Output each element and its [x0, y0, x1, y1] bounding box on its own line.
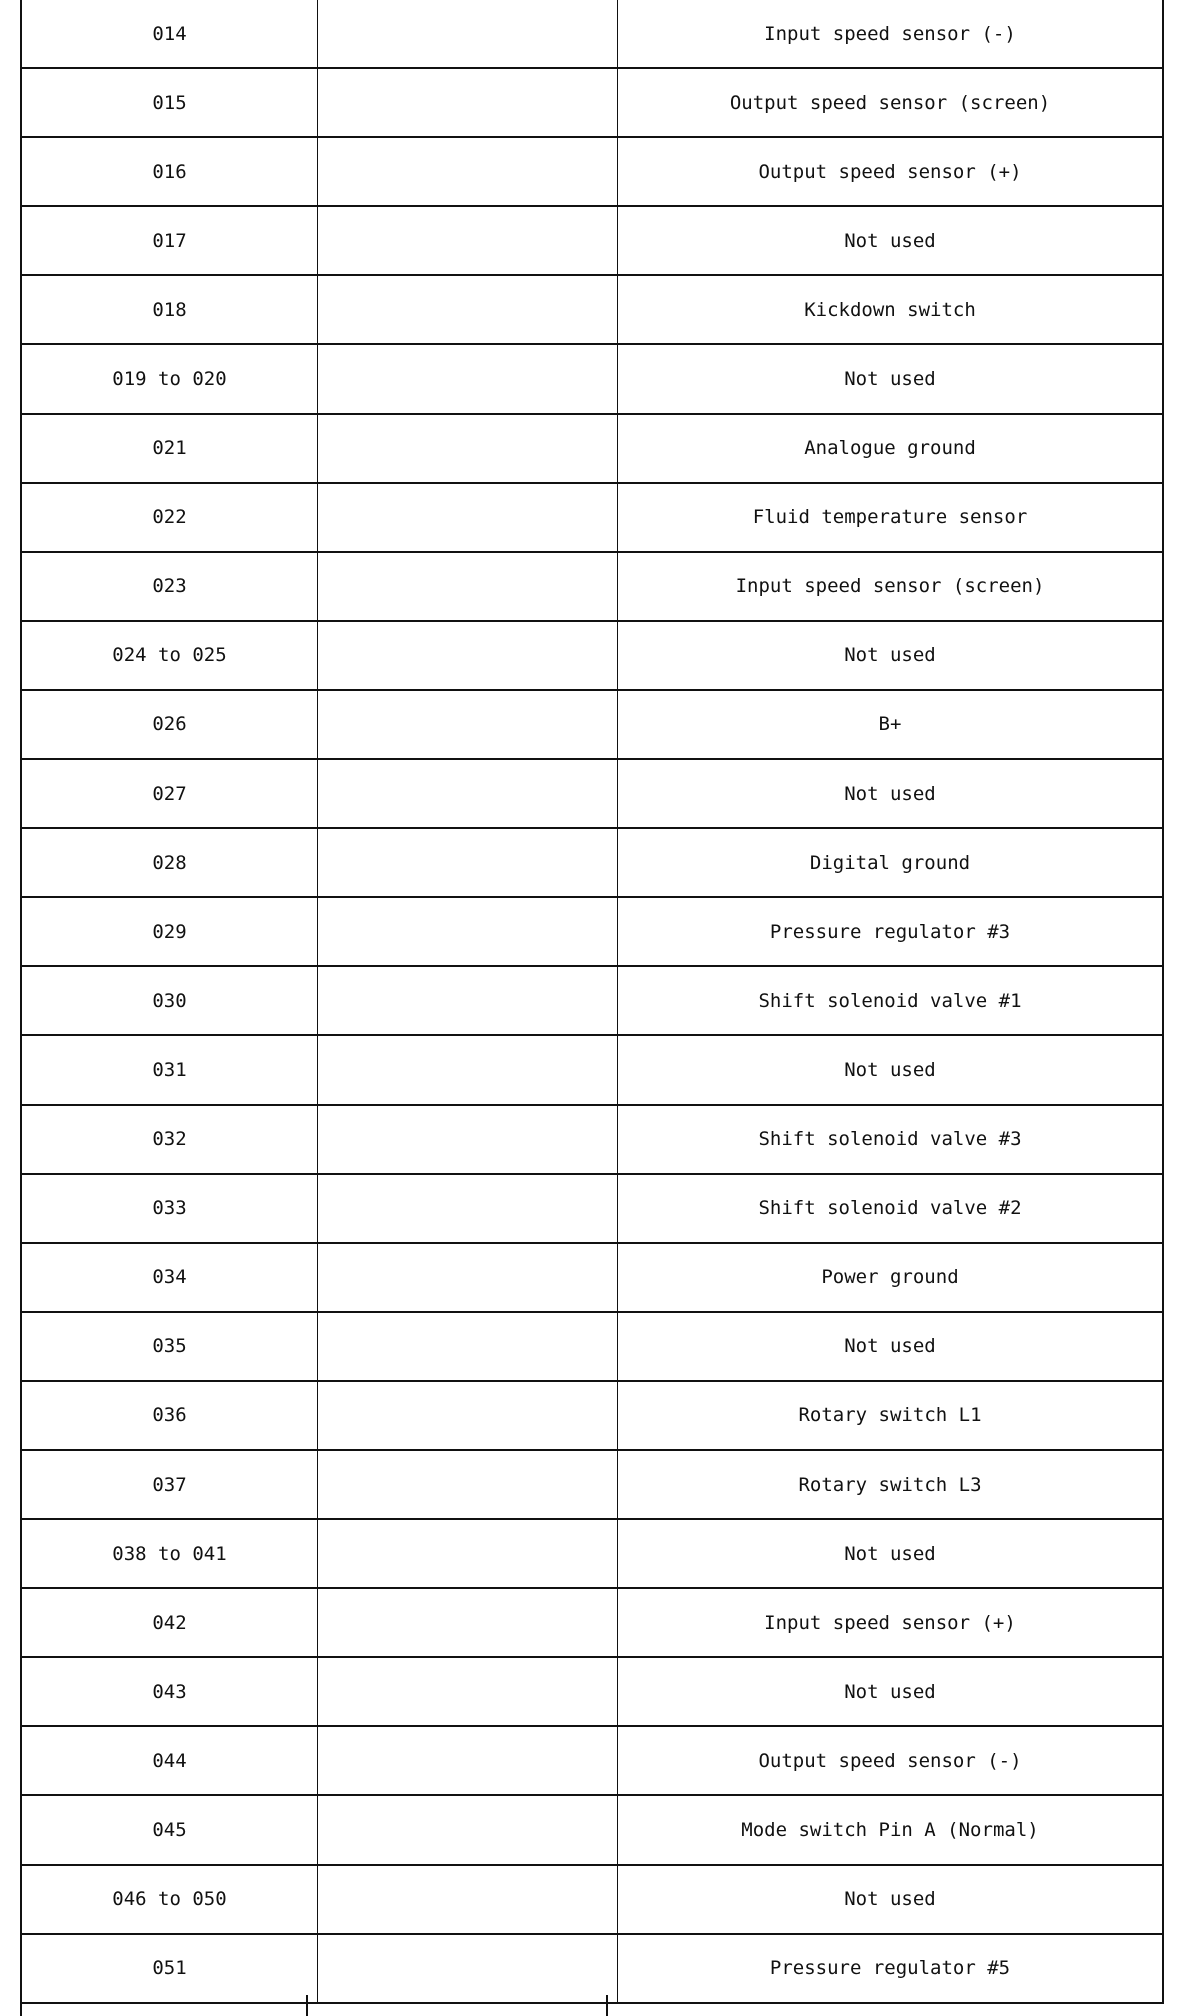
empty-cell	[318, 1796, 618, 1863]
pin-description: Pressure regulator #3	[769, 920, 1011, 943]
table-row	[22, 484, 1162, 553]
pin-number: 026	[22, 691, 318, 758]
pin-description: Power ground	[821, 1266, 959, 1289]
pin-number: 027	[22, 760, 318, 827]
table-row	[22, 829, 1162, 898]
pin-description: Shift solenoid valve #2	[758, 1197, 1022, 1220]
table-row	[22, 1520, 1162, 1589]
table-row	[22, 1589, 1162, 1658]
pin-description: Kickdown switch	[804, 298, 976, 321]
table-row	[22, 1036, 1162, 1105]
pin-number: 030	[22, 967, 318, 1034]
table-row	[22, 691, 1162, 760]
table-row	[22, 415, 1162, 484]
pin-description: Mode switch Pin A (Normal)	[741, 1818, 1039, 1841]
pin-description: Analogue ground	[804, 437, 976, 460]
pin-number: 029	[22, 898, 318, 965]
pin-number: 045	[22, 1796, 318, 1863]
pin-number: 019 to 020	[22, 345, 318, 412]
column-divider	[606, 1995, 608, 2016]
pin-description: Shift solenoid valve #3	[758, 1128, 1022, 1151]
empty-cell	[318, 1451, 618, 1518]
pin-description: Not used	[844, 368, 936, 391]
empty-cell	[318, 1658, 618, 1725]
pin-number: 036	[22, 1382, 318, 1449]
pin-description: Not used	[844, 1335, 936, 1358]
table-row	[22, 1451, 1162, 1520]
empty-cell	[318, 1866, 618, 1933]
empty-cell	[318, 1036, 618, 1103]
empty-cell	[318, 415, 618, 482]
pin-number: 031	[22, 1036, 318, 1103]
empty-cell	[318, 622, 618, 689]
table-row	[22, 760, 1162, 829]
table-row	[22, 622, 1162, 691]
table-row	[22, 1658, 1162, 1727]
pin-number: 018	[22, 276, 318, 343]
pin-number: 021	[22, 415, 318, 482]
pin-description: Not used	[844, 1542, 936, 1565]
pin-description: Rotary switch L1	[798, 1404, 982, 1427]
pin-description: Not used	[844, 1888, 936, 1911]
empty-cell	[318, 829, 618, 896]
pin-description: Output speed sensor (screen)	[729, 91, 1051, 114]
pin-description: Input speed sensor (-)	[764, 22, 1016, 45]
table-row	[22, 276, 1162, 345]
pin-description: Shift solenoid valve #1	[758, 989, 1022, 1012]
pin-number: 035	[22, 1313, 318, 1380]
table-row	[22, 69, 1162, 138]
pin-number: 042	[22, 1589, 318, 1656]
table-row	[22, 1382, 1162, 1451]
pin-description: Not used	[844, 1680, 936, 1703]
pin-number: 016	[22, 138, 318, 205]
empty-cell	[318, 345, 618, 412]
pin-description: Not used	[844, 1058, 936, 1081]
table-row	[22, 1866, 1162, 1935]
empty-cell	[318, 1175, 618, 1242]
pin-number: 023	[22, 553, 318, 620]
pin-number: 024 to 025	[22, 622, 318, 689]
pin-number: 044	[22, 1727, 318, 1794]
table-row	[22, 138, 1162, 207]
column-divider	[306, 1995, 308, 2016]
pin-description: Not used	[844, 229, 936, 252]
empty-cell	[318, 1727, 618, 1794]
pin-description: Digital ground	[809, 851, 971, 874]
pin-description: Output speed sensor (+)	[758, 160, 1022, 183]
empty-cell	[318, 967, 618, 1034]
pin-table	[20, 0, 1164, 2004]
empty-cell	[318, 760, 618, 827]
table-row	[22, 967, 1162, 1036]
table-row	[22, 345, 1162, 414]
table-row	[22, 0, 1162, 69]
pin-number: 043	[22, 1658, 318, 1725]
table-row	[22, 553, 1162, 622]
empty-cell	[318, 0, 618, 67]
empty-cell	[318, 1244, 618, 1311]
pin-description: Fluid temperature sensor	[752, 506, 1028, 529]
table-row	[22, 1313, 1162, 1382]
pin-number: 022	[22, 484, 318, 551]
empty-cell	[318, 276, 618, 343]
table-row	[22, 1727, 1162, 1796]
table-continuation	[20, 1995, 1164, 2016]
pin-number: 038 to 041	[22, 1520, 318, 1587]
pin-number: 014	[22, 0, 318, 67]
pin-number: 034	[22, 1244, 318, 1311]
pin-description: B+	[878, 713, 902, 736]
table-row	[22, 1175, 1162, 1244]
table-row	[22, 207, 1162, 276]
empty-cell	[318, 1382, 618, 1449]
pin-description: Rotary switch L3	[798, 1473, 982, 1496]
pin-description: Output speed sensor (-)	[758, 1749, 1022, 1772]
empty-cell	[318, 207, 618, 274]
table-row	[22, 1106, 1162, 1175]
pin-description: Not used	[844, 644, 936, 667]
empty-cell	[318, 1313, 618, 1380]
table-row	[22, 1935, 1162, 2004]
pin-number: 046 to 050	[22, 1866, 318, 1933]
pin-number: 032	[22, 1106, 318, 1173]
pin-number: 028	[22, 829, 318, 896]
pin-description: Input speed sensor (screen)	[735, 575, 1045, 598]
empty-cell	[318, 553, 618, 620]
empty-cell	[318, 1520, 618, 1587]
pin-number: 033	[22, 1175, 318, 1242]
pin-number: 015	[22, 69, 318, 136]
pin-description: Pressure regulator #5	[769, 1957, 1011, 1980]
empty-cell	[318, 1106, 618, 1173]
pin-description: Not used	[844, 782, 936, 805]
pin-description: Input speed sensor (+)	[764, 1611, 1016, 1634]
pin-number: 017	[22, 207, 318, 274]
empty-cell	[318, 898, 618, 965]
empty-cell	[318, 484, 618, 551]
table-row	[22, 898, 1162, 967]
table-row	[22, 1796, 1162, 1865]
empty-cell	[318, 138, 618, 205]
empty-cell	[318, 691, 618, 758]
pin-number: 037	[22, 1451, 318, 1518]
table-row	[22, 1244, 1162, 1313]
empty-cell	[318, 69, 618, 136]
pin-number: 051	[22, 1935, 318, 2002]
empty-cell	[318, 1935, 618, 2002]
empty-cell	[318, 1589, 618, 1656]
